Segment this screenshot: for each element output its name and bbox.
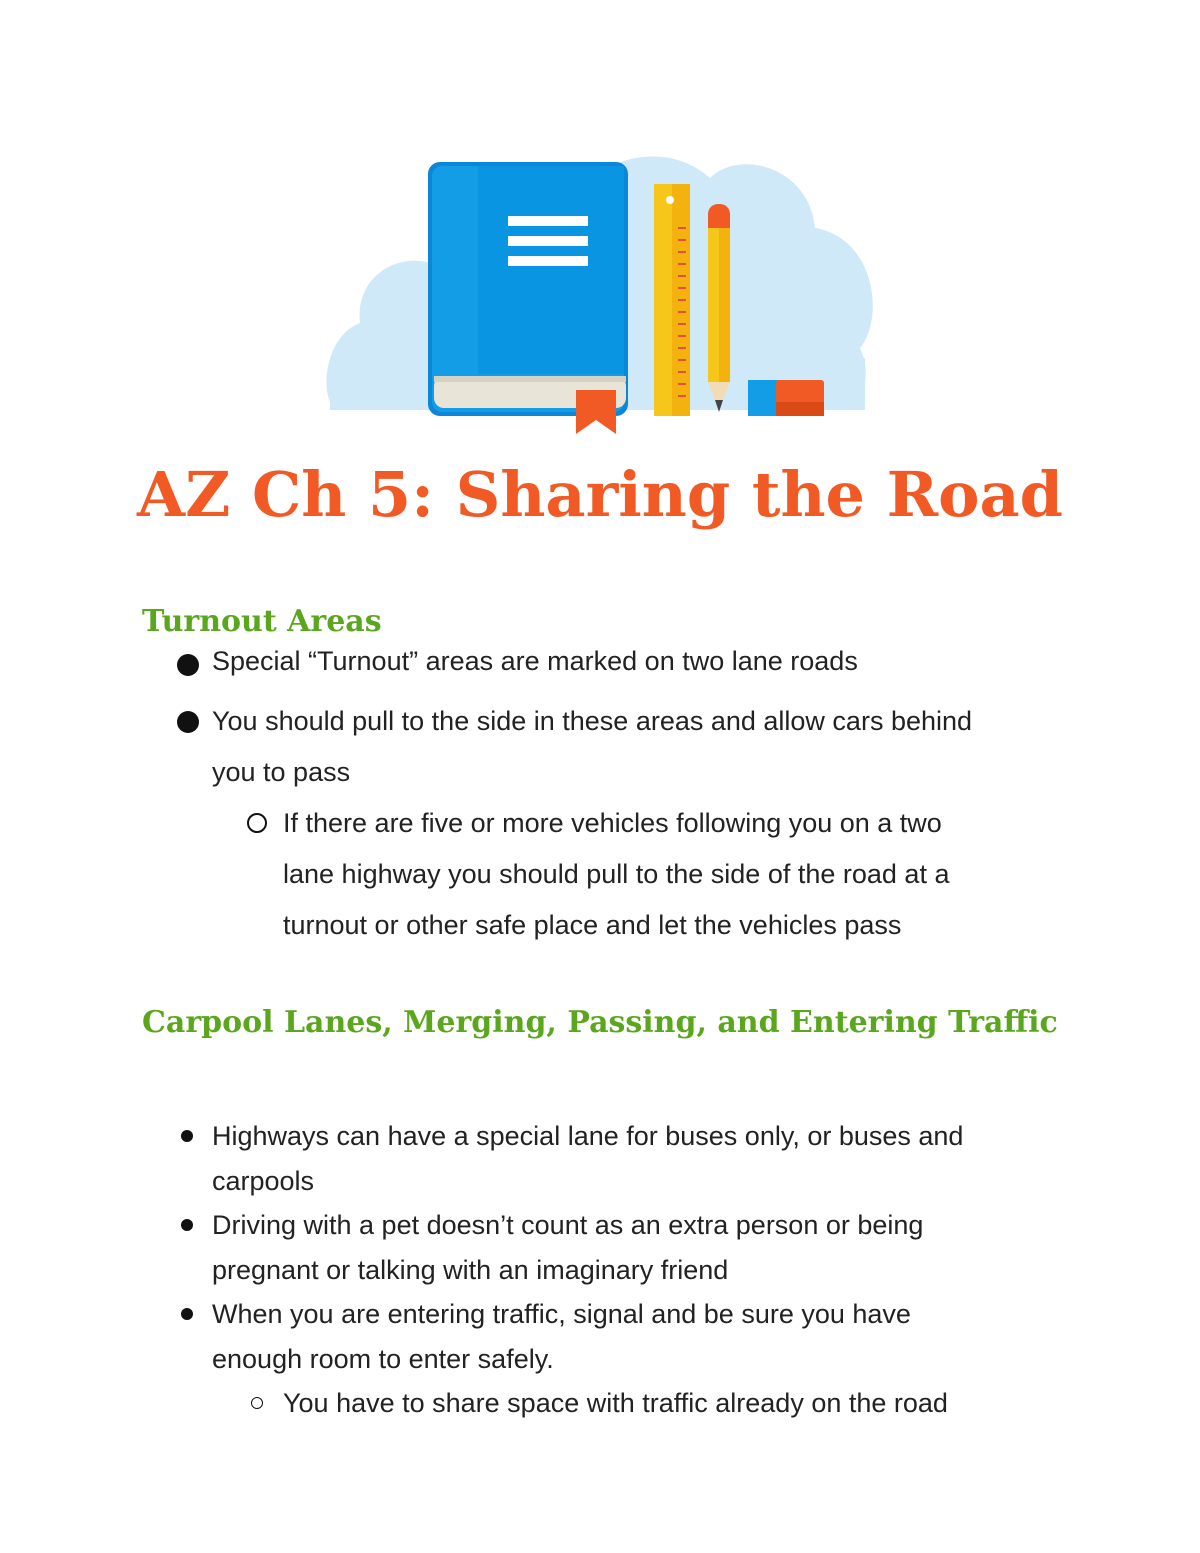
list-item-text: If there are five or more vehicles following you on a two bbox=[283, 808, 942, 838]
bullet-icon bbox=[177, 711, 199, 733]
bullet-icon bbox=[247, 813, 267, 833]
bullet-icon bbox=[177, 654, 199, 676]
list-item-text: Special “Turnout” areas are marked on two lane roads bbox=[212, 646, 858, 676]
bookmark-icon bbox=[576, 390, 616, 434]
list-item-text: You should pull to the side in these areas and allow cars behind bbox=[212, 706, 973, 736]
illustration-svg bbox=[320, 118, 880, 438]
eraser-icon bbox=[748, 380, 824, 416]
ruler-icon bbox=[654, 184, 690, 416]
list-item bbox=[212, 696, 972, 798]
book-icon bbox=[428, 162, 628, 416]
list-item-text: turnout or other safe place and let the vehicles pass bbox=[283, 910, 902, 940]
list-item-text: you to pass bbox=[212, 757, 351, 787]
list-item bbox=[283, 1381, 948, 1426]
list-item-text: Highways can have a special lane for buses only, or buses and bbox=[212, 1121, 964, 1151]
list-item bbox=[212, 645, 858, 677]
list-item bbox=[212, 1203, 923, 1292]
list-item-text: When you are entering traffic, signal and be sure you have bbox=[212, 1299, 911, 1329]
header-illustration bbox=[320, 118, 880, 438]
page-title: AZ Ch 5: Sharing the Road bbox=[137, 458, 1063, 531]
bullet-icon bbox=[181, 1219, 193, 1231]
list-item-text: Driving with a pet doesn’t count as an extra person or being bbox=[212, 1210, 924, 1240]
list-item-text: You have to share space with traffic already on the road bbox=[283, 1388, 948, 1418]
pencil-icon bbox=[708, 204, 730, 412]
list-item bbox=[212, 1114, 963, 1203]
list-item-text: lane highway you should pull to the side of the road at a bbox=[283, 859, 950, 889]
section-heading-turnout-areas: Turnout Areas bbox=[142, 604, 382, 639]
list-item-text: pregnant or talking with an imaginary friend bbox=[212, 1254, 729, 1285]
list-item-text: enough room to enter safely. bbox=[212, 1343, 554, 1374]
bullet-icon bbox=[251, 1397, 263, 1409]
list-item bbox=[283, 798, 949, 951]
list-item bbox=[212, 1292, 911, 1381]
bullet-icon bbox=[181, 1308, 193, 1320]
list-item-text: carpools bbox=[212, 1165, 315, 1196]
section-heading-carpool-lanes: Carpool Lanes, Merging, Passing, and Entering Traffic bbox=[142, 1005, 1058, 1040]
bullet-icon bbox=[181, 1130, 193, 1142]
